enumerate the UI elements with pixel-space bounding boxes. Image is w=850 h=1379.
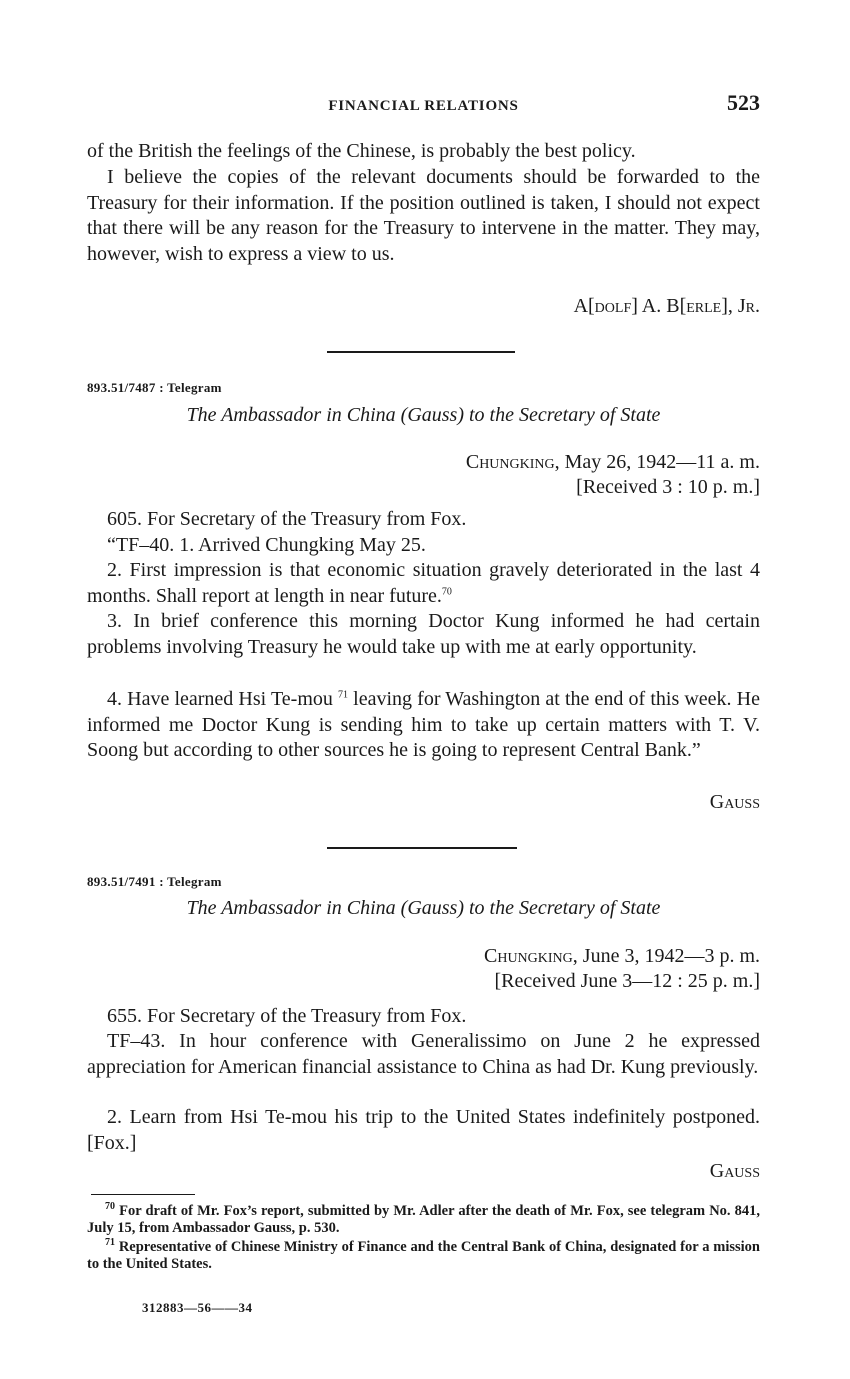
footnote-70-text: For draft of Mr. Fox’s report, submitted by Mr. Adler after the death of Mr. Fox, see telegram No. 841, July 15, from Ambassador Gauss, p. 530. (87, 1203, 760, 1236)
telegram-1-received: [Received 3 : 10 p. m.] (576, 476, 760, 498)
telegram-1-paragraph-2 (87, 558, 760, 609)
footnote-71-marker: 71 (105, 1237, 115, 1249)
footnote-ref-70: 70 (441, 585, 452, 597)
telegram-1-heading: The Ambassador in China (Gauss) to the Secretary of State (186, 404, 661, 426)
telegram-2-dateline (484, 944, 760, 970)
section-divider (327, 351, 515, 353)
telegram-2-heading: The Ambassador in China (Gauss) to the Secretary of State (186, 897, 661, 919)
telegram-1-dateline (466, 450, 760, 476)
telegram-1-paragraph-2-text: 2. First impression is that economic situation gravely deteriorated in the last 4 months. Shall report at length in near future. (87, 559, 760, 607)
telegram-1-date: , May 26, 1942—11 a. m. (554, 451, 760, 473)
memo-paragraph-2: I believe the copies of the relevant documents should be forwarded to the Treasury for their information. If the position outlined is taken, I should not expect that there will be any reason for the Treasury to intervene in the matter. They may, however, wish to express a view to us. (87, 166, 760, 265)
footnote-71 (87, 1239, 760, 1272)
telegram-2-date: , June 3, 1942—3 p. m. (572, 945, 760, 967)
telegram-1-doc-id: 893.51/7487 : Telegram (87, 380, 222, 395)
telegram-2-signature: Gauss (709, 1160, 760, 1182)
footnote-71-text: Representative of Chinese Ministry of Finance and the Central Bank of China, designated for a mission to the United States. (87, 1239, 760, 1272)
telegram-2-paragraph-2: 2. Learn from Hsi Te-mou his trip to the United States indefinitely postponed. [Fox.] (87, 1106, 760, 1154)
telegram-1-paragraph-4-end: leaving for Washington at the end of this week. He informed me Doctor Kung is sending him to take up certain matters with T. V. Soong but according to other sources he is going to represent Central Bank.” (87, 688, 760, 762)
footnote-70-marker: 70 (105, 1201, 115, 1213)
telegram-1-line-1: 605. For Secretary of the Treasury from Fox. (107, 508, 467, 530)
running-header: FINANCIAL RELATIONS (328, 98, 519, 114)
section-divider-2 (327, 847, 517, 849)
memo-signature: A[dolf] A. B[erle], Jr. (573, 295, 760, 317)
telegram-1-place: Chungking (465, 451, 555, 473)
document-page (87, 0, 760, 1379)
telegram-1-paragraph-4-start: 4. Have learned Hsi Te-mou (107, 688, 339, 710)
telegram-1-paragraph-4 (87, 687, 760, 764)
telegram-2-doc-id: 893.51/7491 : Telegram (87, 874, 222, 889)
telegram-1-signature: Gauss (709, 791, 760, 813)
telegram-2-paragraph-1: TF–43. In hour conference with Generalissimo on June 2 he expressed appreciation for American financial assistance to China as had Dr. Kung previously. (87, 1030, 760, 1078)
telegram-2-received: [Received June 3—12 : 25 p. m.] (494, 970, 760, 992)
print-imprint: 312883—56——34 (142, 1300, 253, 1315)
page-number: 523 (727, 90, 760, 115)
footnote-70 (87, 1203, 760, 1236)
telegram-2-line-1: 655. For Secretary of the Treasury from Fox. (107, 1005, 467, 1027)
telegram-2-place: Chungking (484, 945, 573, 967)
memo-paragraph-1: of the British the feelings of the Chinese, is probably the best policy. (87, 140, 636, 162)
footnote-ref-71: 71 (338, 689, 349, 701)
telegram-1-paragraph-3: 3. In brief conference this morning Doctor Kung informed he had certain problems involving Treasury he would take up with me at early opportunity. (87, 610, 760, 658)
telegram-1-line-2: “TF–40. 1. Arrived Chungking May 25. (107, 534, 426, 556)
footnote-rule (91, 1194, 195, 1195)
